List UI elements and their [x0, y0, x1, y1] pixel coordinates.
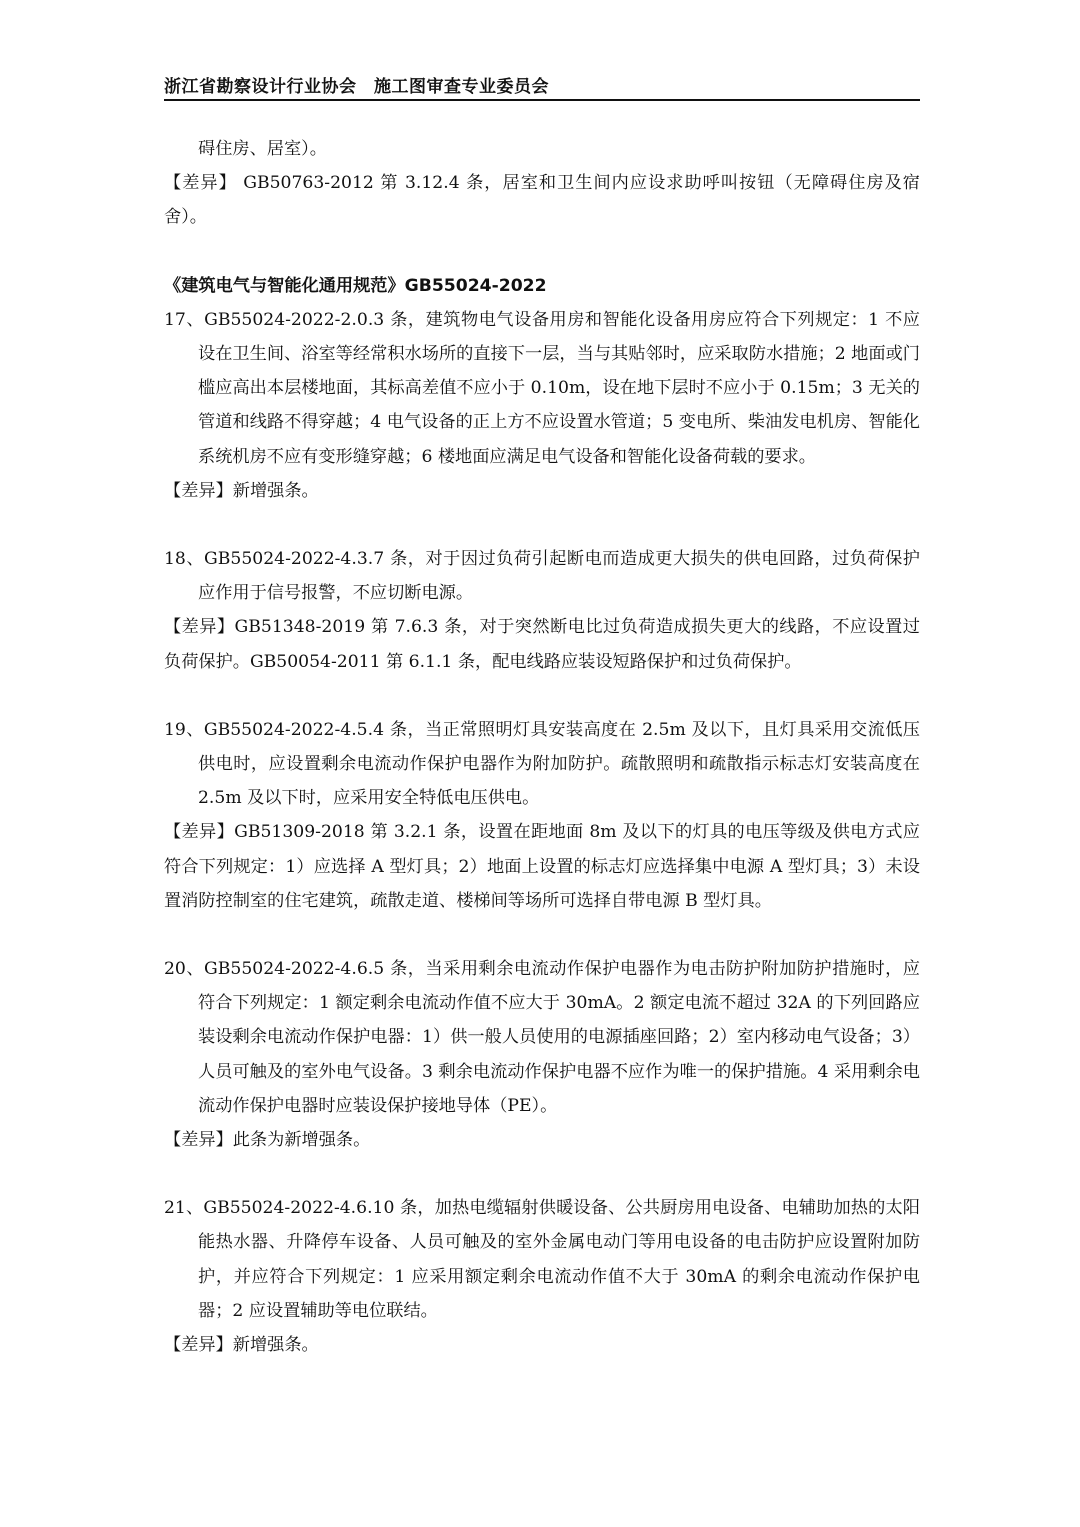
page-header	[164, 76, 920, 101]
diff-note-21: 【差异】新增强条。	[164, 1335, 319, 1356]
section-title: 《建筑电气与智能化通用规范》GB55024-2022	[164, 275, 547, 296]
spacer	[164, 679, 920, 713]
diff-note-18: 【差异】GB51348-2019 第 7.6.3 条，对于突然断电比过负荷造成损失更大的线路，不应设置过负荷保护。GB50054-2011 第 6.1.1 条，配电线路应装设短路保护和过负荷保护。	[164, 617, 920, 672]
clause-item-18: 18、GB55024-2022-4.3.7 条，对于因过负荷引起断电而造成更大损失的供电回路，过负荷保护应作用于信号报警，不应切断电源。	[164, 549, 920, 604]
clause-item-21: 21、GB55024-2022-4.6.10 条，加热电缆辐射供暖设备、公共厨房用电设备、电辅助加热的太阳能热水器、升降停车设备、人员可触及的室外金属电动门等用电设备的电击防护应设置附加防护，并应符合下列规定：1 应采用额定剩余电流动作值不大于 30mA 的剩余电流动作保护电器；2 应设置辅助等电位联结。	[164, 1198, 920, 1321]
diff-note-20: 【差异】此条为新增强条。	[164, 1130, 371, 1151]
clause-item-20: 20、GB55024-2022-4.6.5 条，当采用剩余电流动作保护电器作为电击防护附加防护措施时，应符合下列规定：1 额定剩余电流动作值不应大于 30mA。2 额定电流不超过 32A 的下列回路应装设剩余电流动作保护电器：1）供一般人员使用的电源插座回路；2）室内移动电气设备；3）人员可触及的室外电气设备。3 剩余电流动作保护电器不应作为唯一的保护措施。4 采用剩余电流动作保护电器时应装设保护接地导体（PE）。	[164, 959, 920, 1116]
header-divider	[164, 99, 920, 101]
spacer	[164, 1157, 920, 1191]
clause-item-19: 19、GB55024-2022-4.5.4 条，当正常照明灯具安装高度在 2.5m 及以下，且灯具采用交流低压供电时，应设置剩余电流动作保护电器作为附加防护。疏散照明和疏散指示标志灯安装高度在 2.5m 及以下时，应采用安全特低电压供电。	[164, 719, 920, 809]
header-title: 浙江省勘察设计行业协会 施工图审查专业委员会	[164, 77, 549, 97]
clause-item-17: 17、GB55024-2022-2.0.3 条，建筑物电气设备用房和智能化设备用房应符合下列规定：1 不应设在卫生间、浴室等经常积水场所的直接下一层，当与其贴邻时，应采取防水措施；2 地面或门槛应高出本层楼地面，其标高差值不应小于 0.10m，设在地下层时不应小于 0.15m；3 无关的管道和线路不得穿越；4 电气设备的正上方不应设置水管道；5 变电所、柴油发电机房、智能化系统机房不应有变形缝穿越；6 楼地面应满足电气设备和智能化设备荷载的要求。	[164, 309, 920, 467]
diff-note: 【差异】 GB50763-2012 第 3.12.4 条，居室和卫生间内应设求助呼叫按钮（无障碍住房及宿舍）。	[164, 173, 920, 228]
spacer	[164, 508, 920, 542]
spacer	[164, 918, 920, 952]
continuation-text: 碍住房、居室）。	[198, 139, 327, 159]
diff-note-19: 【差异】GB51309-2018 第 3.2.1 条，设置在距地面 8m 及以下的灯具的电压等级及供电方式应符合下列规定：1）应选择 A 型灯具；2）地面上设置的标志灯应选择集中电源 A 型灯具；3）未设置消防控制室的住宅建筑，疏散走道、楼梯间等场所可选择自带电源 B 型灯具。	[164, 822, 920, 911]
diff-note-17: 【差异】新增强条。	[164, 480, 319, 501]
page-content	[164, 132, 920, 1362]
spacer	[164, 235, 920, 269]
